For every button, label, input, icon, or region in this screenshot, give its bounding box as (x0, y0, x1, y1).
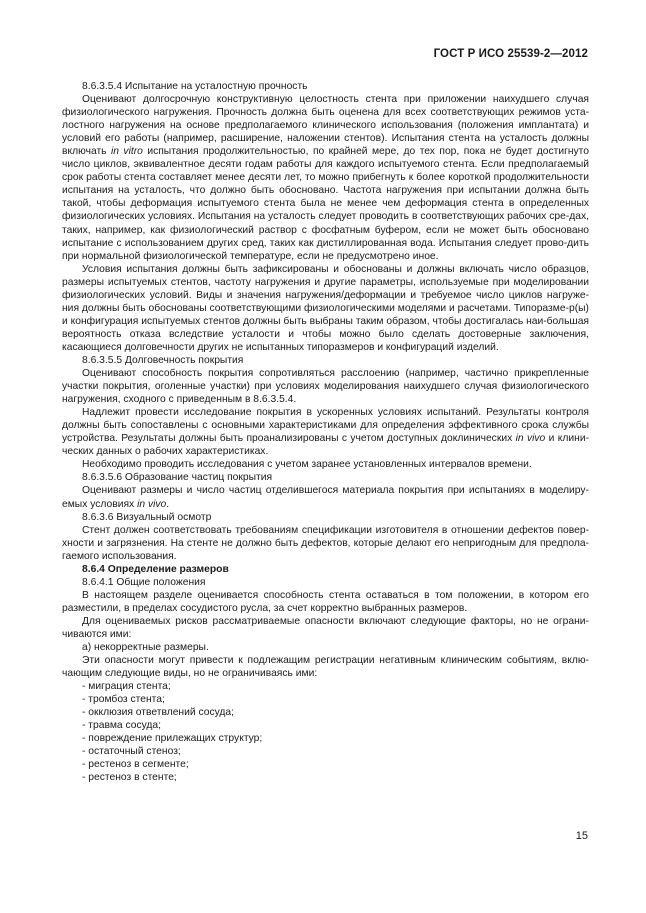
list-item: - миграция стента; (82, 681, 171, 693)
list-item: - окклюзия ответвлений сосуда; (82, 707, 235, 719)
standard-header: ГОСТ Р ИСО 25539-2—2012 (433, 48, 588, 60)
paragraph: Для оцениваемых рисков рассматриваемые опасности включают следующие факторы, но не ограни-чиваются ими: (62, 615, 589, 640)
paragraph: 8.6.3.5.6 Образование частиц покрытия (82, 472, 273, 484)
paragraph: 8.6.3.5.4 Испытание на усталостную прочность (82, 81, 308, 92)
list-item: - тромбоз стента; (82, 694, 165, 706)
paragraph: Необходимо проводить исследования с учетом заранее установленных интервалов времени. (82, 459, 532, 471)
page-number: 15 (575, 830, 588, 842)
body-text (62, 80, 589, 785)
list-item: - рестеноз в стенте; (82, 772, 177, 784)
list-item: - остаточный стеноз; (82, 746, 181, 758)
list-item: - травма сосуда; (82, 720, 162, 732)
paragraph: Стент должен соответствовать требованиям спецификации изготовителя в отношении дефектов повер-хности и загрязнения. На стенте не должно быть дефектов, которые делают его непригодным для предпола-гаемого использования. (62, 524, 589, 562)
paragraph: Оценивают долгосрочную конструктивную целостность стента при приложении наихудшего случая физиологического нагружения. Прочность должна быть оценена для всех соответствующих режимов уста-лостного нагружения на основе предполагаемого клинического использования (положения имплантата) и условий его работы (например, расширение, наложении стентов). Испытания стента на усталость должны включать in vitro испытания продолжительностью, по крайней мере, до тех пор, пока не будет достигнуто число циклов, эквивалентное десяти годам работы для каждого испытуемого стента. Если предполагаемый срок работы стента составляет менее десяти лет, то можно прибегнуть к более короткой продолжительности испытания на усталость, что должно быть обосновано. Частота нагружения при испытании должна быть такой, чтобы деформация испытуемого стента была не менее чем деформация стента в определенных физиологических условиях. Испытания на усталость следует проводить в соответствующих рабочих сре-дах, таких, например, как физиологический раствор с фосфатным буфером, если не может быть обосновано испытание с использованием других сред, таких как дистиллированная вода. Испытания следует прово-дить при нормальной физиологической температуре, если не предусмотрено иное. (62, 94, 590, 262)
paragraph: 8.6.3.6 Визуальный осмотр (82, 511, 212, 523)
paragraph: Оценивают способность покрытия сопротивляться расслоению (например, частично прикрепленные участки покрытия, оголенные участки) при условиях моделирования наихудшего случая физиологического нагружения, сходного с приведенным в 8.6.3.5.4. (62, 368, 589, 406)
paragraph: 8.6.4.1 Общие положения (82, 576, 206, 588)
paragraph: Оценивают размеры и число частиц отделившегося материала покрытия при испытаниях в моделиру-емых условиях in vivo. (62, 485, 589, 510)
list-item: - рестеноз в сегменте; (82, 759, 189, 771)
paragraph: Условия испытания должны быть зафиксированы и обоснованы и должны включать число образцов, размеры испытуемых стентов, частоту нагружения и другие параметры, используемые при моделировании физиологических условий. Виды и значения нагружения/деформации и требуемое число циклов нагруже-ния должны быть обоснованы соответствующими физиологическими моделями и расчетами. Типоразме-р(ы) и конфигурация испытуемых стентов должны быть выбраны таким образом, чтобы достигалась наи-большая вероятность отказа вследствие усталости и чтобы можно было сделать достоверные заключения, касающиеся долговечности других не испытанных типоразмеров и конфигураций изделий. (62, 263, 589, 353)
paragraph: 8.6.4 Определение размеров (82, 563, 229, 575)
paragraph: В настоящем разделе оценивается способность стента оставаться в том положении, в котором его разместили, в пределах сосудистого русла, за счет корректно выбранных размеров. (62, 589, 589, 614)
paragraph: 8.6.3.5.5 Долговечность покрытия (82, 354, 244, 366)
paragraph: а) некорректные размеры. (82, 642, 209, 654)
paragraph: Эти опасности могут привести к подлежащим регистрации негативным клиническим событиям, вклю-чающим следующие виды, но не ограничиваясь ими: (62, 655, 589, 680)
list-item: - повреждение прилежащих структур; (82, 733, 263, 745)
paragraph: Надлежит провести исследование покрытия в ускоренных условиях испытаний. Результаты контроля должны быть сопоставлены с основными характеристиками для определения эффективного срока службы устройства. Результаты должны быть проанализированы с учетом доступных доклинических in vivo и клини-ческих данных о рабочих характеристиках. (62, 407, 589, 458)
